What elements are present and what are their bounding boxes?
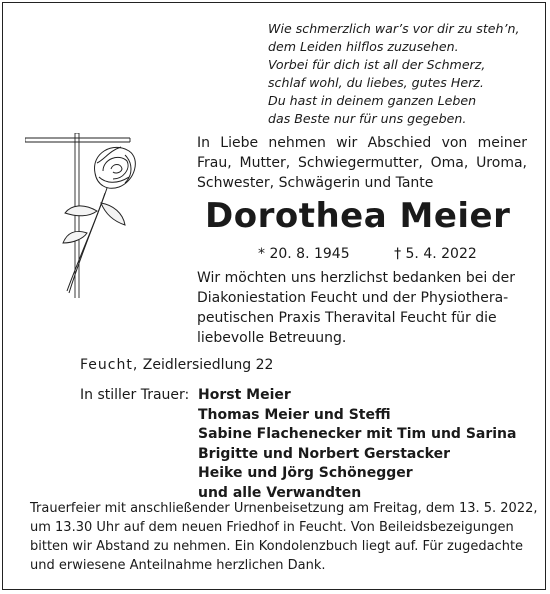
poem-line: Du hast in deinem ganzen Leben <box>268 93 477 108</box>
thanks-line: peutischen Praxis Theravital Feucht für die <box>197 310 497 326</box>
mourner-name: Sabine Flachenecker mit Tim und Sarina <box>198 426 517 443</box>
address-street: Zeidlersiedlung 22 <box>142 357 274 373</box>
mourner-name: Thomas Meier und Steffi <box>198 406 391 423</box>
mourners-list <box>198 385 516 503</box>
service-line: und erwiesene Anteilnahme herzlichen Dank. <box>30 558 326 573</box>
cross-with-rose-icon <box>25 133 180 298</box>
address <box>80 355 273 375</box>
thanks-line: liebevolle Betreuung. <box>197 330 347 346</box>
poem-line: das Beste nur für uns gegeben. <box>268 111 467 126</box>
service-line: bitten wir Abstand zu nehmen. Ein Kondolenzbuch liegt auf. Für zugedachte <box>30 539 524 554</box>
address-city: Feucht, <box>80 357 139 373</box>
service-info <box>30 499 538 575</box>
thanks-line: Wir möchten uns herzlichst bedanken bei der <box>197 270 515 286</box>
mourners-label: In stiller Trauer: <box>80 387 190 403</box>
rose-icon <box>63 147 135 293</box>
service-line: um 13.30 Uhr auf dem neuen Friedhof in Feucht. Von Beileidsbezeigungen <box>30 520 514 535</box>
poem-line: schlaf wohl, du liebes, gutes Herz. <box>268 75 484 90</box>
poem-line: dem Leiden hilflos zuzusehen. <box>268 39 459 54</box>
death-date: † 5. 4. 2022 <box>394 246 477 262</box>
deceased-name: Dorothea Meier <box>205 196 511 236</box>
poem-line: Vorbei für dich ist all der Schmerz, <box>268 57 486 72</box>
service-line: Trauerfeier mit anschließender Urnenbeisetzung am Freitag, dem 13. 5. 2022, <box>30 501 538 516</box>
life-dates <box>258 245 538 263</box>
mourner-name: Heike und Jörg Schönegger <box>198 465 413 482</box>
mourner-name: und alle Verwandten <box>198 484 362 501</box>
mourner-name: Brigitte und Norbert Gerstacker <box>198 445 450 462</box>
poem-line: Wie schmerzlich war’s vor dir zu steh’n, <box>268 21 520 36</box>
poem <box>268 20 538 128</box>
birth-date: * 20. 8. 1945 <box>258 246 350 262</box>
thanks-text <box>197 268 525 348</box>
thanks-line: Diakoniestation Feucht und der Physiothera- <box>197 290 509 306</box>
intro-text: In Liebe nehmen wir Abschied von meiner Frau, Mutter, Schwiegermutter, Oma, Uroma, Schwester, Schwägerin und Tante <box>197 135 527 191</box>
mourner-name: Horst Meier <box>198 387 291 403</box>
